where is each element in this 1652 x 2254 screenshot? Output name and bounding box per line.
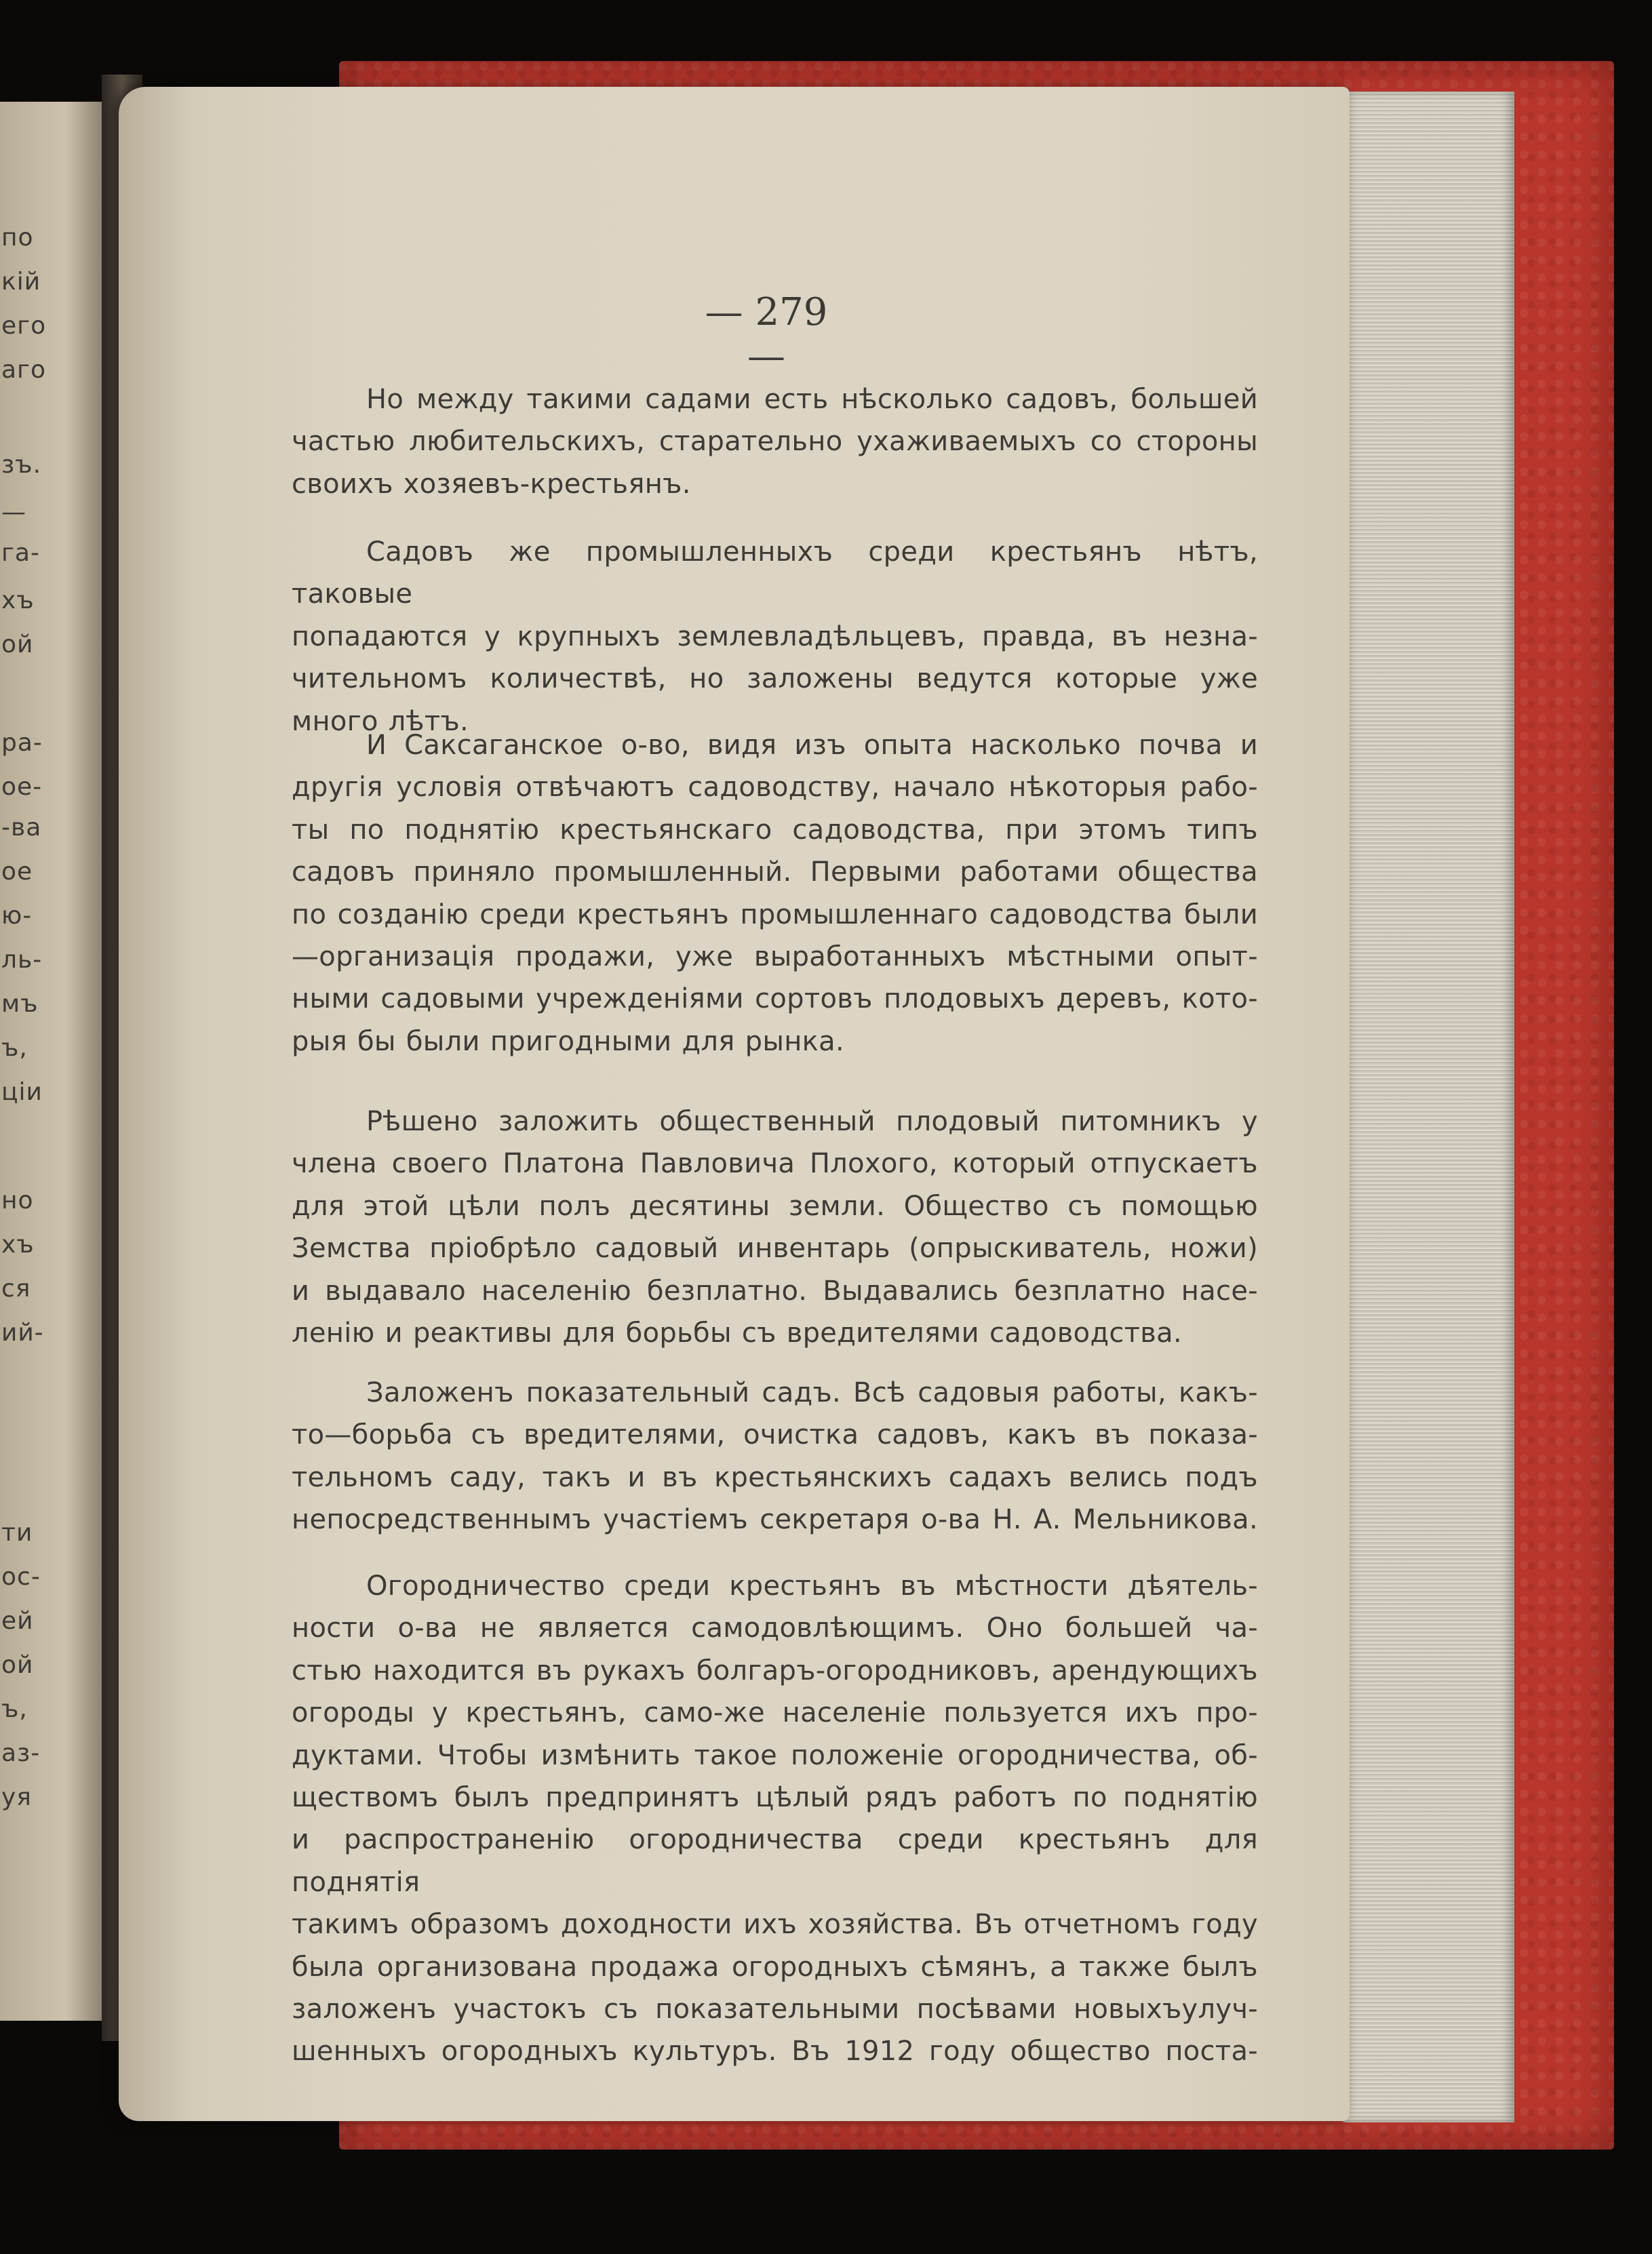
left-page-text-fragment: ое: [1, 858, 33, 886]
text-line: много лѣтъ.: [292, 705, 469, 737]
left-page-text-fragment: кій: [1, 268, 41, 296]
left-page-text-fragment: но: [1, 1187, 34, 1214]
left-page-text-fragment: ое-: [1, 773, 43, 801]
left-page-text-fragment: ти: [1, 1519, 33, 1547]
text-line: тельномъ саду, такъ и въ крестьянскихъ садахъ велись подъ: [292, 1461, 1258, 1493]
left-page-text-fragment: его: [1, 312, 47, 340]
text-line: рыя бы были пригодными для рынка.: [292, 1025, 844, 1057]
left-page-text-fragment: уя: [1, 1783, 32, 1811]
paragraph-1: [292, 378, 1258, 505]
text-line: чительномъ количествѣ, но заложены ведутся которые уже: [292, 663, 1258, 695]
text-line: И Саксаганское о-во, видя изъ опыта насколько почва и: [366, 730, 1258, 761]
left-page-text-fragment: —: [1, 498, 26, 526]
page-number: — 279 —: [705, 290, 828, 378]
left-page-text-fragment: ой: [1, 1651, 34, 1679]
paragraph-4: [292, 1101, 1258, 1354]
text-line: частью любительскихъ, старательно ухаживаемыхъ со стороны: [292, 426, 1258, 458]
paragraph-6: [292, 1565, 1258, 2073]
left-page-text-fragment: аго: [1, 356, 46, 384]
left-page-text-fragment: ой: [1, 631, 34, 658]
left-page: [0, 102, 119, 2021]
text-line: ными садовыми учрежденіями сортовъ плодовыхъ деревъ, кото-: [292, 983, 1258, 1015]
left-page-text-fragment: ю-: [1, 902, 33, 930]
text-line: и распространенію огородничества среди крестьянъ для поднятія: [292, 1824, 1258, 1898]
left-page-text-fragment: -ва: [1, 814, 42, 842]
text-line: такимъ образомъ доходности ихъ хозяйства. Въ отчетномъ году: [292, 1909, 1258, 1941]
text-line: по созданію среди крестьянъ промышленнаго садоводства были: [292, 898, 1258, 930]
left-page-text-fragment: ъ,: [1, 1695, 28, 1723]
paragraph-5: [292, 1372, 1258, 1541]
text-line: ности о-ва не является самодовлѣющимъ. Оно большей ча-: [292, 1613, 1258, 1644]
text-line: другія условія отвѣчаютъ садоводству, начало нѣкоторыя рабо-: [292, 772, 1258, 804]
text-line: Земства пріобрѣло садовый инвентарь (опрыскиватель, ножи): [292, 1233, 1258, 1265]
text-line: Заложенъ показательный садъ. Всѣ садовыя работы, какъ-: [366, 1377, 1258, 1408]
left-page-text-fragment: зъ.: [1, 451, 42, 479]
left-page-text-fragment: по: [1, 224, 34, 252]
text-line: члена своего Платона Павловича Плохого, который отпускаетъ: [292, 1148, 1258, 1180]
left-page-text-fragment: ос-: [1, 1563, 41, 1591]
left-page-text-fragment: ъ,: [1, 1034, 28, 1062]
text-line: для этой цѣли полъ десятины земли. Общество съ помощью: [292, 1190, 1258, 1222]
paragraph-3: [292, 724, 1258, 1063]
text-line: непосредственнымъ участіемъ секретаря о-ва Н. А. Мельникова.: [292, 1504, 1258, 1536]
text-line: заложенъ участокъ съ показательными посѣвами новыхъулуч-: [292, 1994, 1258, 2025]
left-page-text-fragment: ся: [1, 1275, 31, 1303]
left-page-text-fragment: ей: [1, 1607, 34, 1635]
text-line: ты по поднятію крестьянскаго садоводства, при этомъ типъ: [292, 814, 1258, 846]
page-edges: [1343, 92, 1514, 2122]
text-line: ществомъ былъ предпринятъ цѣлый рядъ работъ по поднятію: [292, 1782, 1258, 1814]
text-line: Садовъ же промышленныхъ среди крестьянъ нѣтъ, таковые: [292, 536, 1258, 610]
text-line: и выдавало населенію безплатно. Выдавались безплатно насе-: [292, 1275, 1258, 1307]
left-page-text-fragment: аз-: [1, 1739, 41, 1767]
left-page-text-fragment: ціи: [1, 1078, 43, 1106]
text-line: Рѣшено заложить общественный плодовый питомникъ у: [366, 1106, 1258, 1137]
left-page-text-fragment: ль-: [1, 946, 43, 974]
text-line: то—борьба съ вредителями, очистка садовъ, какъ въ показа-: [292, 1419, 1258, 1451]
text-line: была организована продажа огородныхъ сѣмянъ, а также былъ: [292, 1951, 1258, 1983]
text-line: огороды у крестьянъ, само-же населеніе пользуется ихъ про-: [292, 1697, 1258, 1729]
left-page-text-fragment: ра-: [1, 729, 43, 757]
left-page-text-fragment: хъ: [1, 1231, 35, 1259]
left-page-text-fragment: мъ: [1, 990, 39, 1018]
text-line: садовъ приняло промышленный. Первыми работами общества: [292, 856, 1258, 888]
text-line: дуктами. Чтобы измѣнить такое положеніе огородничества, об-: [292, 1739, 1258, 1771]
left-page-text-fragment: га-: [1, 539, 40, 567]
text-line: ленію и реактивы для борьбы съ вредителями садоводства.: [292, 1318, 1182, 1349]
right-page: [119, 87, 1350, 2121]
text-line: попадаются у крупныхъ землевладѣльцевъ, правда, въ незна-: [292, 620, 1258, 652]
text-line: —организація продажи, уже выработанныхъ мѣстными опыт-: [292, 941, 1258, 973]
paragraph-2: [292, 531, 1258, 743]
left-page-text-fragment: ий-: [1, 1319, 44, 1347]
left-page-text-fragment: хъ: [1, 587, 35, 614]
text-line: Но между такими садами есть нѣсколько садовъ, большей: [366, 384, 1258, 415]
text-line: шенныхъ огородныхъ культуръ. Въ 1912 году общество поста-: [292, 2036, 1258, 2068]
text-line: своихъ хозяевъ-крестьянъ.: [292, 468, 691, 500]
text-line: Огородничество среди крестьянъ въ мѣстности дѣятель-: [366, 1570, 1258, 1602]
text-line: стью находится въ рукахъ болгаръ-огородниковъ, арендующихъ: [292, 1655, 1258, 1686]
